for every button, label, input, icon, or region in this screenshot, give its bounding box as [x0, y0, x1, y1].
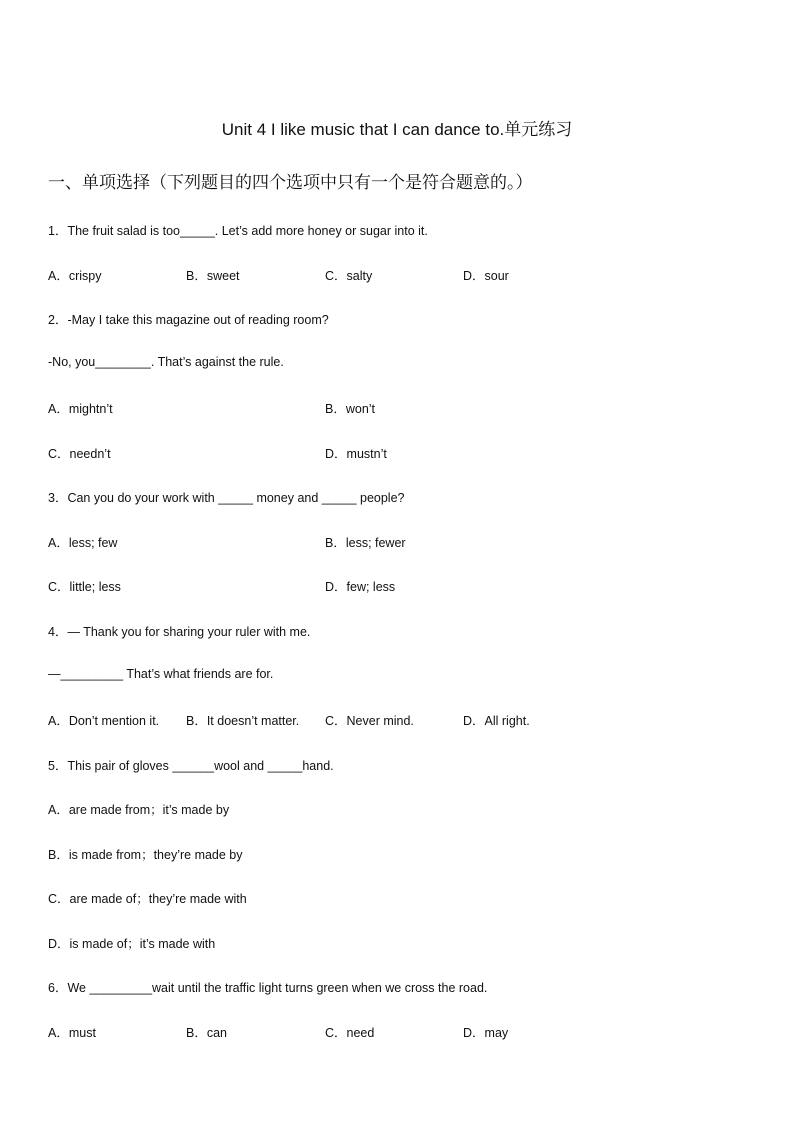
q5-option-d: D．is made of；it’s made with — [48, 937, 216, 951]
q6-option-b: B．can — [186, 1026, 227, 1040]
q3-option-a: A．less; few — [48, 536, 118, 550]
q1-option-b: B．sweet — [186, 269, 240, 283]
q3-option-b: B．less; fewer — [325, 536, 406, 550]
q1-option-a: A．crispy — [48, 269, 102, 283]
q5-option-a: A．are made from；it’s made by — [48, 803, 230, 817]
q2-option-d: D．mustn’t — [325, 447, 387, 461]
question-1-text: 1．The fruit salad is too_____. Let’s add more honey or sugar into it. — [48, 224, 428, 238]
question-3-text: 3．Can you do your work with _____ money and _____ people? — [48, 491, 405, 505]
question-4-text: 4．— Thank you for sharing your ruler with me. — [48, 625, 311, 639]
q4-option-a: A．Don’t mention it. — [48, 714, 160, 728]
q6-option-c: C．need — [325, 1026, 375, 1040]
question-2-text: 2．-May I take this magazine out of reading room? — [48, 313, 329, 327]
q6-option-a: A．must — [48, 1026, 96, 1040]
question-6-text: 6．We _________wait until the traffic light turns green when we cross the road. — [48, 981, 488, 995]
section-heading: 一、单项选择（下列题目的四个选项中只有一个是符合题意的。） — [48, 173, 533, 192]
q5-option-c: C．are made of；they’re made with — [48, 892, 247, 906]
q3-option-d: D．few; less — [325, 580, 396, 594]
q4-option-b: B．It doesn’t matter. — [186, 714, 300, 728]
q5-option-b: B．is made from；they’re made by — [48, 848, 243, 862]
q2-option-c: C．needn’t — [48, 447, 111, 461]
q3-option-c: C．little; less — [48, 580, 121, 594]
question-2-text-line2: -No, you________. That’s against the rule. — [48, 355, 284, 369]
q2-option-b: B．won’t — [325, 402, 376, 416]
q4-option-c: C．Never mind. — [325, 714, 414, 728]
q6-option-d: D．may — [463, 1026, 509, 1040]
question-4-text-line2: —_________ That’s what friends are for. — [48, 667, 274, 681]
page-title: Unit 4 I like music that I can dance to.单元练习 — [221, 120, 573, 139]
q1-option-d: D．sour — [463, 269, 509, 283]
q4-option-d: D．All right. — [463, 714, 530, 728]
q1-option-c: C．salty — [325, 269, 373, 283]
q2-option-a: A．mightn’t — [48, 402, 113, 416]
question-5-text: 5．This pair of gloves ______wool and _____hand. — [48, 759, 334, 773]
